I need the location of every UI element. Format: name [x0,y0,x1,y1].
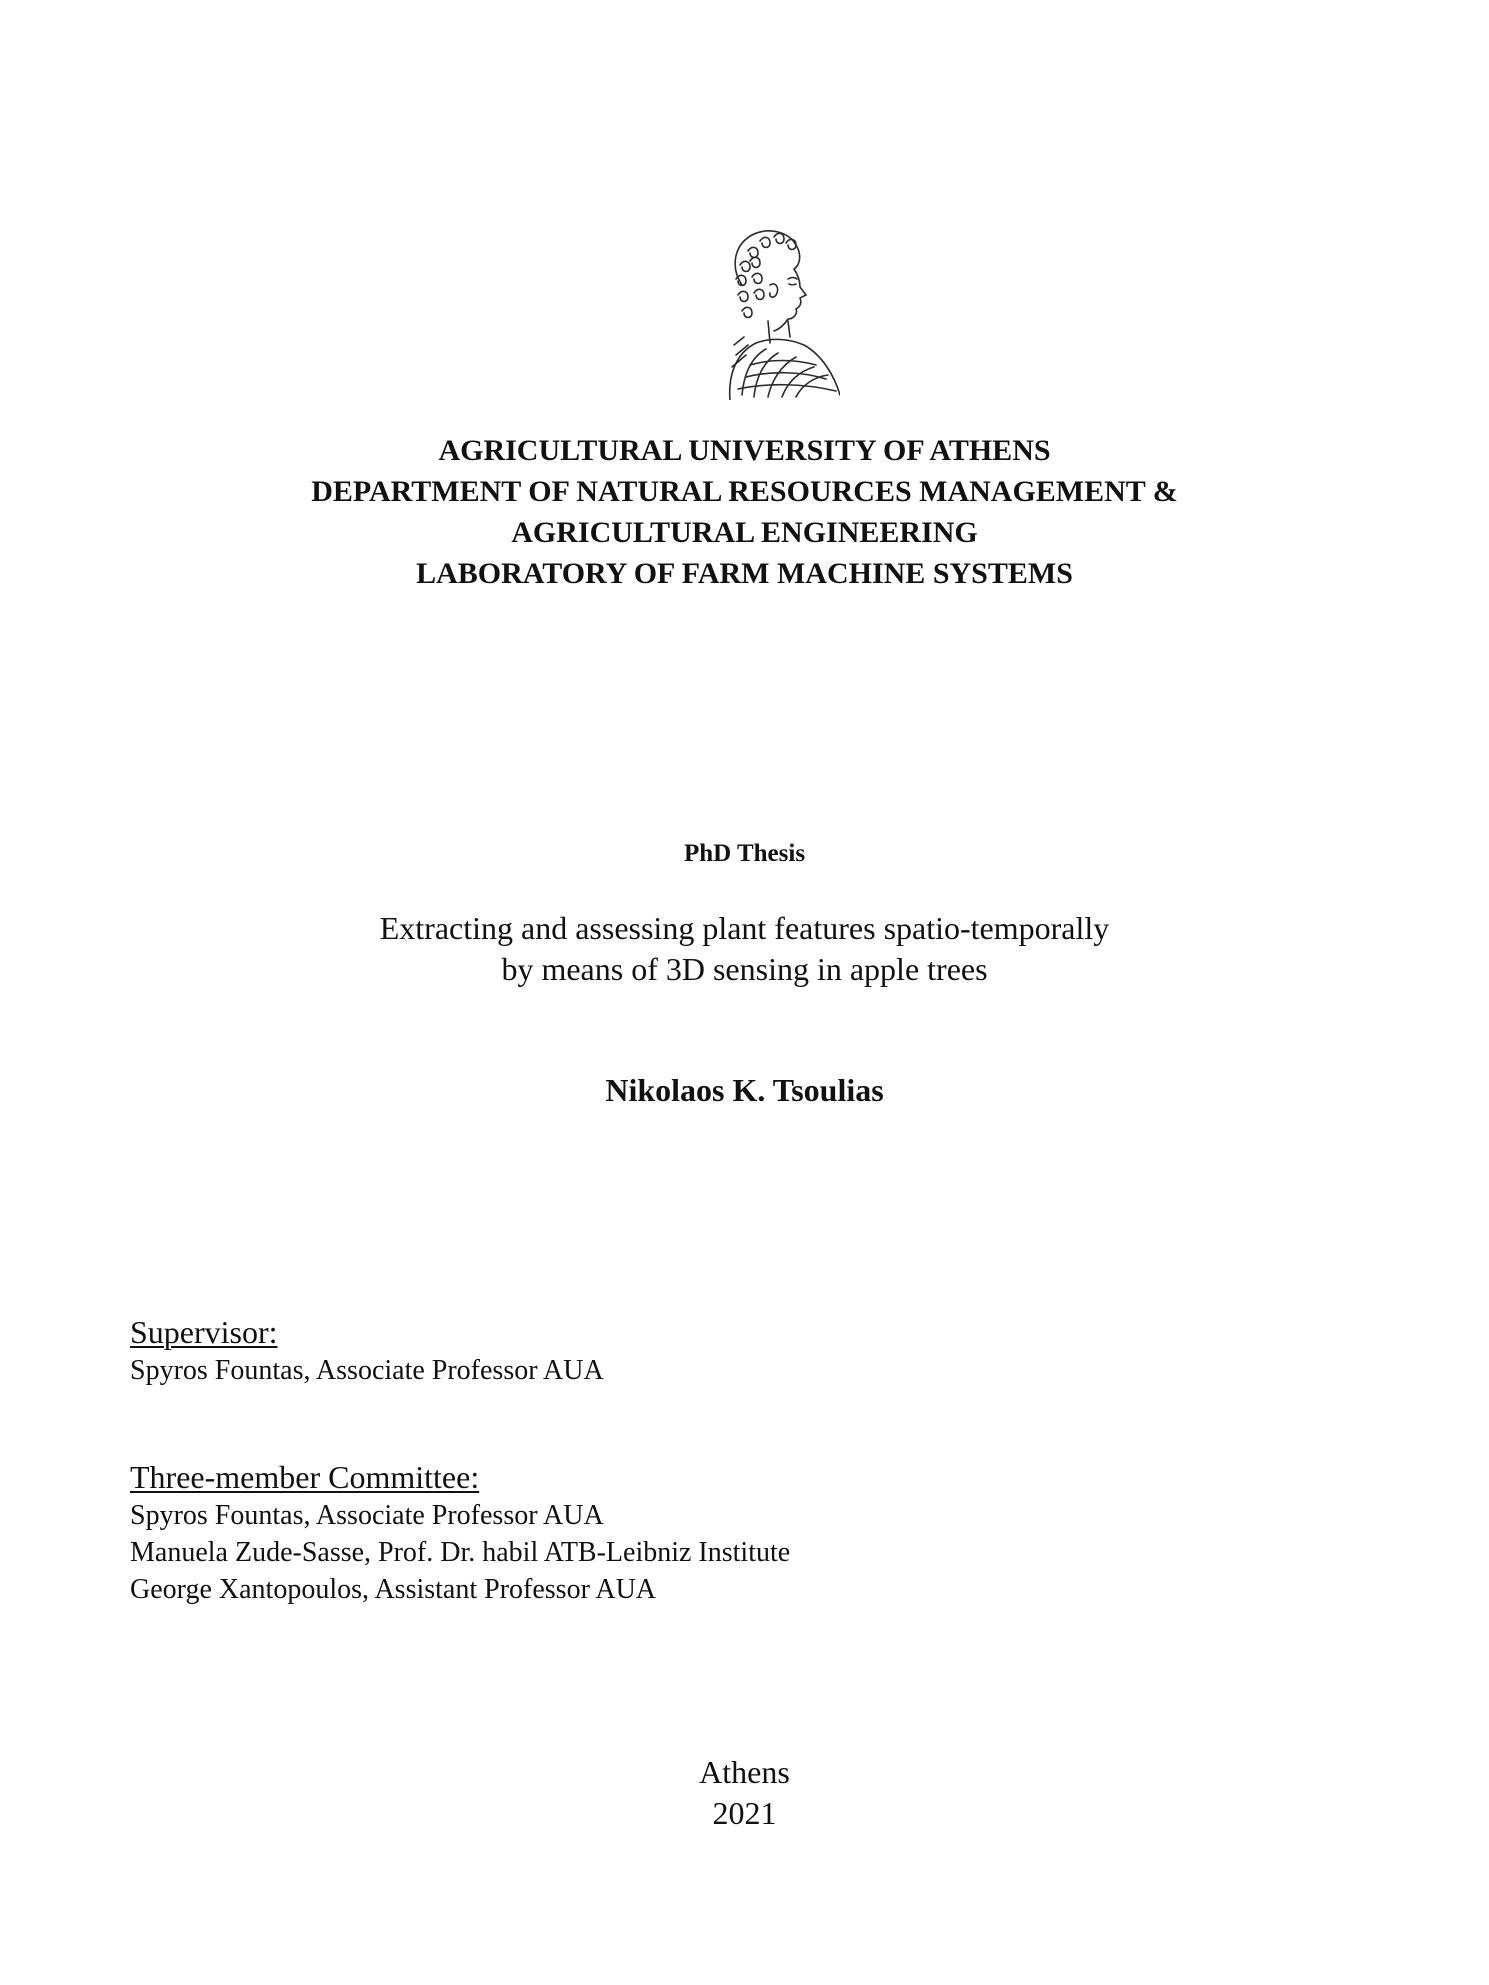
laboratory-name: LABORATORY OF FARM MACHINE SYSTEMS [416,557,1073,590]
place-and-date [0,1752,1489,1834]
thesis-title-line-2: by means of 3D sensing in apple trees [501,951,988,987]
institution-header [0,430,1489,594]
place: Athens [699,1754,790,1790]
supervisor-heading: Supervisor: [130,1314,278,1350]
committee-member: Manuela Zude-Sasse, Prof. Dr. habil ATB-Leibniz Institute [130,1537,791,1568]
document-type: PhD Thesis [683,840,806,867]
committee-heading: Three-member Committee: [130,1459,480,1495]
department-name-line-2: AGRICULTURAL ENGINEERING [511,516,978,549]
supervisor-member: Spyros Fountas, Associate Professor AUA [130,1355,604,1386]
committee-member: Spyros Fountas, Associate Professor AUA [130,1500,604,1531]
author-name: Nikolaos K. Tsoulias [605,1072,884,1108]
university-emblem-icon [690,225,840,400]
supervisor-section [130,1312,1330,1389]
committee-member: George Xantopoulos, Assistant Professor AUA [130,1574,657,1605]
year: 2021 [712,1795,777,1831]
thesis-title-line-1: Extracting and assessing plant features spatio-temporally [379,910,1110,946]
department-name-line-1: DEPARTMENT OF NATURAL RESOURCES MANAGEMENT & [311,475,1178,508]
committee-section [130,1457,1330,1608]
thesis-title [0,908,1489,990]
university-name: AGRICULTURAL UNIVERSITY OF ATHENS [438,434,1051,467]
